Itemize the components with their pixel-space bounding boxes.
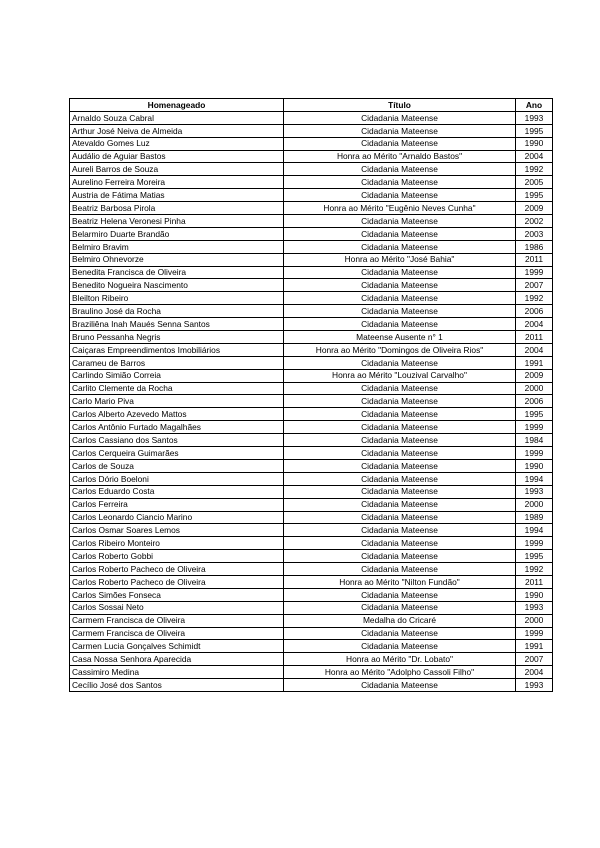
year-cell: 2005 bbox=[516, 176, 553, 189]
year-cell: 2004 bbox=[516, 150, 553, 163]
title-cell: Cidadania Mateense bbox=[284, 434, 516, 447]
year-cell: 2009 bbox=[516, 369, 553, 382]
title-cell: Cidadania Mateense bbox=[284, 524, 516, 537]
column-header-title: Título bbox=[284, 99, 516, 112]
year-cell: 2011 bbox=[516, 575, 553, 588]
honoree-cell: Carlos de Souza bbox=[70, 459, 284, 472]
table-row bbox=[70, 408, 553, 421]
year-cell: 1992 bbox=[516, 563, 553, 576]
honoree-cell: Austria de Fátima Matias bbox=[70, 189, 284, 202]
year-cell: 1989 bbox=[516, 511, 553, 524]
table-row bbox=[70, 292, 553, 305]
title-cell: Cidadania Mateense bbox=[284, 421, 516, 434]
year-cell: 1984 bbox=[516, 434, 553, 447]
title-cell: Cidadania Mateense bbox=[284, 627, 516, 640]
honoree-cell: Carlos Sossai Neto bbox=[70, 601, 284, 614]
year-cell: 2003 bbox=[516, 227, 553, 240]
title-cell: Cidadania Mateense bbox=[284, 679, 516, 692]
title-cell: Cidadania Mateense bbox=[284, 485, 516, 498]
honoree-cell: Bleilton Ribeiro bbox=[70, 292, 284, 305]
table-row bbox=[70, 356, 553, 369]
table-row bbox=[70, 318, 553, 331]
year-cell: 1995 bbox=[516, 124, 553, 137]
honoree-cell: Atevaldo Gomes Luz bbox=[70, 137, 284, 150]
honoree-cell: Carmem Francisca de Oliveira bbox=[70, 614, 284, 627]
title-cell: Cidadania Mateense bbox=[284, 137, 516, 150]
year-cell: 1990 bbox=[516, 137, 553, 150]
year-cell: 1992 bbox=[516, 163, 553, 176]
honoree-cell: Benedita Francisca de Oliveira bbox=[70, 266, 284, 279]
table-row bbox=[70, 227, 553, 240]
year-cell: 2007 bbox=[516, 653, 553, 666]
title-cell: Honra ao Mérito "Louzival Carvalho" bbox=[284, 369, 516, 382]
table-row bbox=[70, 614, 553, 627]
table-row bbox=[70, 240, 553, 253]
honoree-cell: Carlos Simões Fonseca bbox=[70, 588, 284, 601]
honoree-cell: Carlos Dório Boeloni bbox=[70, 472, 284, 485]
honoree-cell: Carlito Clemente da Rocha bbox=[70, 382, 284, 395]
honoree-cell: Carlos Ferreira bbox=[70, 498, 284, 511]
honoree-cell: Carmen Lucia Gonçalves Schimidt bbox=[70, 640, 284, 653]
year-cell: 1999 bbox=[516, 627, 553, 640]
honoree-cell: Belmiro Ohnevorze bbox=[70, 253, 284, 266]
title-cell: Cidadania Mateense bbox=[284, 563, 516, 576]
honoree-cell: Caiçaras Empreendimentos Imobiliários bbox=[70, 343, 284, 356]
year-cell: 2006 bbox=[516, 395, 553, 408]
year-cell: 2002 bbox=[516, 215, 553, 228]
table-row bbox=[70, 305, 553, 318]
year-cell: 1994 bbox=[516, 472, 553, 485]
year-cell: 1994 bbox=[516, 524, 553, 537]
table-row bbox=[70, 176, 553, 189]
table-row bbox=[70, 537, 553, 550]
year-cell: 2004 bbox=[516, 318, 553, 331]
title-cell: Honra ao Mérito "Arnaldo Bastos" bbox=[284, 150, 516, 163]
year-cell: 2000 bbox=[516, 382, 553, 395]
year-cell: 1999 bbox=[516, 447, 553, 460]
title-cell: Cidadania Mateense bbox=[284, 124, 516, 137]
honoree-cell: Audálio de Aguiar Bastos bbox=[70, 150, 284, 163]
title-cell: Cidadania Mateense bbox=[284, 318, 516, 331]
table-row bbox=[70, 575, 553, 588]
year-cell: 1986 bbox=[516, 240, 553, 253]
title-cell: Cidadania Mateense bbox=[284, 189, 516, 202]
honoree-cell: Arnaldo Souza Cabral bbox=[70, 111, 284, 124]
year-cell: 1993 bbox=[516, 601, 553, 614]
title-cell: Cidadania Mateense bbox=[284, 459, 516, 472]
column-header-honoree: Homenageado bbox=[70, 99, 284, 112]
year-cell: 1993 bbox=[516, 485, 553, 498]
honoree-cell: Braulino José da Rocha bbox=[70, 305, 284, 318]
year-cell: 1995 bbox=[516, 189, 553, 202]
title-cell: Cidadania Mateense bbox=[284, 240, 516, 253]
title-cell: Cidadania Mateense bbox=[284, 447, 516, 460]
table-row bbox=[70, 679, 553, 692]
honoree-cell: Carmem Francisca de Oliveira bbox=[70, 627, 284, 640]
year-cell: 2011 bbox=[516, 331, 553, 344]
table-row bbox=[70, 253, 553, 266]
year-cell: 1990 bbox=[516, 588, 553, 601]
title-cell: Cidadania Mateense bbox=[284, 176, 516, 189]
title-cell: Cidadania Mateense bbox=[284, 356, 516, 369]
title-cell: Cidadania Mateense bbox=[284, 215, 516, 228]
title-cell: Cidadania Mateense bbox=[284, 382, 516, 395]
title-cell: Cidadania Mateense bbox=[284, 163, 516, 176]
table-row bbox=[70, 485, 553, 498]
title-cell: Cidadania Mateense bbox=[284, 395, 516, 408]
honoree-cell: Carlos Eduardo Costa bbox=[70, 485, 284, 498]
title-cell: Cidadania Mateense bbox=[284, 640, 516, 653]
year-cell: 2004 bbox=[516, 343, 553, 356]
table-row bbox=[70, 395, 553, 408]
honoree-cell: Bruno Pessanha Negris bbox=[70, 331, 284, 344]
year-cell: 1992 bbox=[516, 292, 553, 305]
title-cell: Honra ao Mérito "Domingos de Oliveira Rios" bbox=[284, 343, 516, 356]
title-cell: Cidadania Mateense bbox=[284, 292, 516, 305]
table-row bbox=[70, 601, 553, 614]
table-row bbox=[70, 137, 553, 150]
year-cell: 1993 bbox=[516, 111, 553, 124]
honoree-cell: Carameu de Barros bbox=[70, 356, 284, 369]
honorees-table bbox=[69, 98, 553, 692]
title-cell: Cidadania Mateense bbox=[284, 550, 516, 563]
honoree-cell: Carlos Ribeiro Monteiro bbox=[70, 537, 284, 550]
honoree-cell: Carlindo Simião Correia bbox=[70, 369, 284, 382]
title-cell: Cidadania Mateense bbox=[284, 408, 516, 421]
title-cell: Cidadania Mateense bbox=[284, 279, 516, 292]
honoree-cell: Aurelino Ferreira Moreira bbox=[70, 176, 284, 189]
table-row bbox=[70, 588, 553, 601]
title-cell: Cidadania Mateense bbox=[284, 498, 516, 511]
honoree-cell: Carlos Cerqueira Guimarães bbox=[70, 447, 284, 460]
title-cell: Cidadania Mateense bbox=[284, 511, 516, 524]
header-row bbox=[70, 99, 553, 112]
table-row bbox=[70, 163, 553, 176]
table-row bbox=[70, 434, 553, 447]
honoree-cell: Aureli Barros de Souza bbox=[70, 163, 284, 176]
table-row bbox=[70, 640, 553, 653]
honoree-cell: Carlos Alberto Azevedo Mattos bbox=[70, 408, 284, 421]
honoree-cell: Belmiro Bravim bbox=[70, 240, 284, 253]
honoree-cell: Belarmiro Duarte Brandão bbox=[70, 227, 284, 240]
title-cell: Honra ao Mérito "Eugênio Neves Cunha" bbox=[284, 202, 516, 215]
honoree-cell: Beatriz Helena Veronesi Pinha bbox=[70, 215, 284, 228]
honoree-cell: Braziliêna Inah Maués Senna Santos bbox=[70, 318, 284, 331]
title-cell: Medalha do Cricaré bbox=[284, 614, 516, 627]
title-cell: Cidadania Mateense bbox=[284, 537, 516, 550]
honoree-cell: Cassimiro Medina bbox=[70, 666, 284, 679]
table-row bbox=[70, 202, 553, 215]
title-cell: Cidadania Mateense bbox=[284, 601, 516, 614]
honoree-cell: Cecílio José dos Santos bbox=[70, 679, 284, 692]
honoree-cell: Carlos Roberto Pacheco de Oliveira bbox=[70, 563, 284, 576]
table-row bbox=[70, 382, 553, 395]
table-row bbox=[70, 498, 553, 511]
honoree-cell: Beatriz Barbosa Pirola bbox=[70, 202, 284, 215]
title-cell: Cidadania Mateense bbox=[284, 227, 516, 240]
honoree-cell: Carlos Osmar Soares Lemos bbox=[70, 524, 284, 537]
title-cell: Honra ao Mérito "Nilton Fundão" bbox=[284, 575, 516, 588]
year-cell: 1991 bbox=[516, 356, 553, 369]
title-cell: Cidadania Mateense bbox=[284, 472, 516, 485]
table-row bbox=[70, 524, 553, 537]
honoree-cell: Carlos Leonardo Ciancio Marino bbox=[70, 511, 284, 524]
title-cell: Mateense Ausente n° 1 bbox=[284, 331, 516, 344]
table-row bbox=[70, 421, 553, 434]
column-header-year: Ano bbox=[516, 99, 553, 112]
title-cell: Honra ao Mérito "José Bahia" bbox=[284, 253, 516, 266]
year-cell: 1999 bbox=[516, 266, 553, 279]
honoree-cell: Benedito Nogueira Nascimento bbox=[70, 279, 284, 292]
table-row bbox=[70, 666, 553, 679]
table-row bbox=[70, 627, 553, 640]
year-cell: 2000 bbox=[516, 614, 553, 627]
year-cell: 2006 bbox=[516, 305, 553, 318]
honoree-cell: Carlos Roberto Pacheco de Oliveira bbox=[70, 575, 284, 588]
year-cell: 2000 bbox=[516, 498, 553, 511]
table-row bbox=[70, 550, 553, 563]
table-row bbox=[70, 111, 553, 124]
year-cell: 1995 bbox=[516, 550, 553, 563]
year-cell: 2011 bbox=[516, 253, 553, 266]
table-row bbox=[70, 124, 553, 137]
table-row bbox=[70, 511, 553, 524]
year-cell: 1990 bbox=[516, 459, 553, 472]
year-cell: 2004 bbox=[516, 666, 553, 679]
table-row bbox=[70, 150, 553, 163]
honoree-cell: Carlos Roberto Gobbi bbox=[70, 550, 284, 563]
honoree-cell: Carlos Cassiano dos Santos bbox=[70, 434, 284, 447]
table-row bbox=[70, 653, 553, 666]
table-row bbox=[70, 189, 553, 202]
honoree-cell: Carlos Antônio Furtado Magalhães bbox=[70, 421, 284, 434]
table-row bbox=[70, 331, 553, 344]
title-cell: Honra ao Mérito "Dr. Lobato" bbox=[284, 653, 516, 666]
title-cell: Cidadania Mateense bbox=[284, 588, 516, 601]
table-row bbox=[70, 447, 553, 460]
table-body bbox=[70, 111, 553, 691]
table-row bbox=[70, 343, 553, 356]
year-cell: 2009 bbox=[516, 202, 553, 215]
year-cell: 1991 bbox=[516, 640, 553, 653]
honoree-cell: Arthur José Neiva de Almeida bbox=[70, 124, 284, 137]
table-row bbox=[70, 215, 553, 228]
year-cell: 1999 bbox=[516, 421, 553, 434]
title-cell: Cidadania Mateense bbox=[284, 305, 516, 318]
year-cell: 1999 bbox=[516, 537, 553, 550]
title-cell: Cidadania Mateense bbox=[284, 111, 516, 124]
year-cell: 2007 bbox=[516, 279, 553, 292]
table-row bbox=[70, 266, 553, 279]
honoree-cell: Casa Nossa Senhora Aparecida bbox=[70, 653, 284, 666]
year-cell: 1995 bbox=[516, 408, 553, 421]
table-row bbox=[70, 279, 553, 292]
table-row bbox=[70, 369, 553, 382]
honoree-cell: Carlo Mario Piva bbox=[70, 395, 284, 408]
table-row bbox=[70, 459, 553, 472]
table-row bbox=[70, 563, 553, 576]
table-row bbox=[70, 472, 553, 485]
title-cell: Honra ao Mérito "Adolpho Cassoli Filho" bbox=[284, 666, 516, 679]
year-cell: 1993 bbox=[516, 679, 553, 692]
title-cell: Cidadania Mateense bbox=[284, 266, 516, 279]
